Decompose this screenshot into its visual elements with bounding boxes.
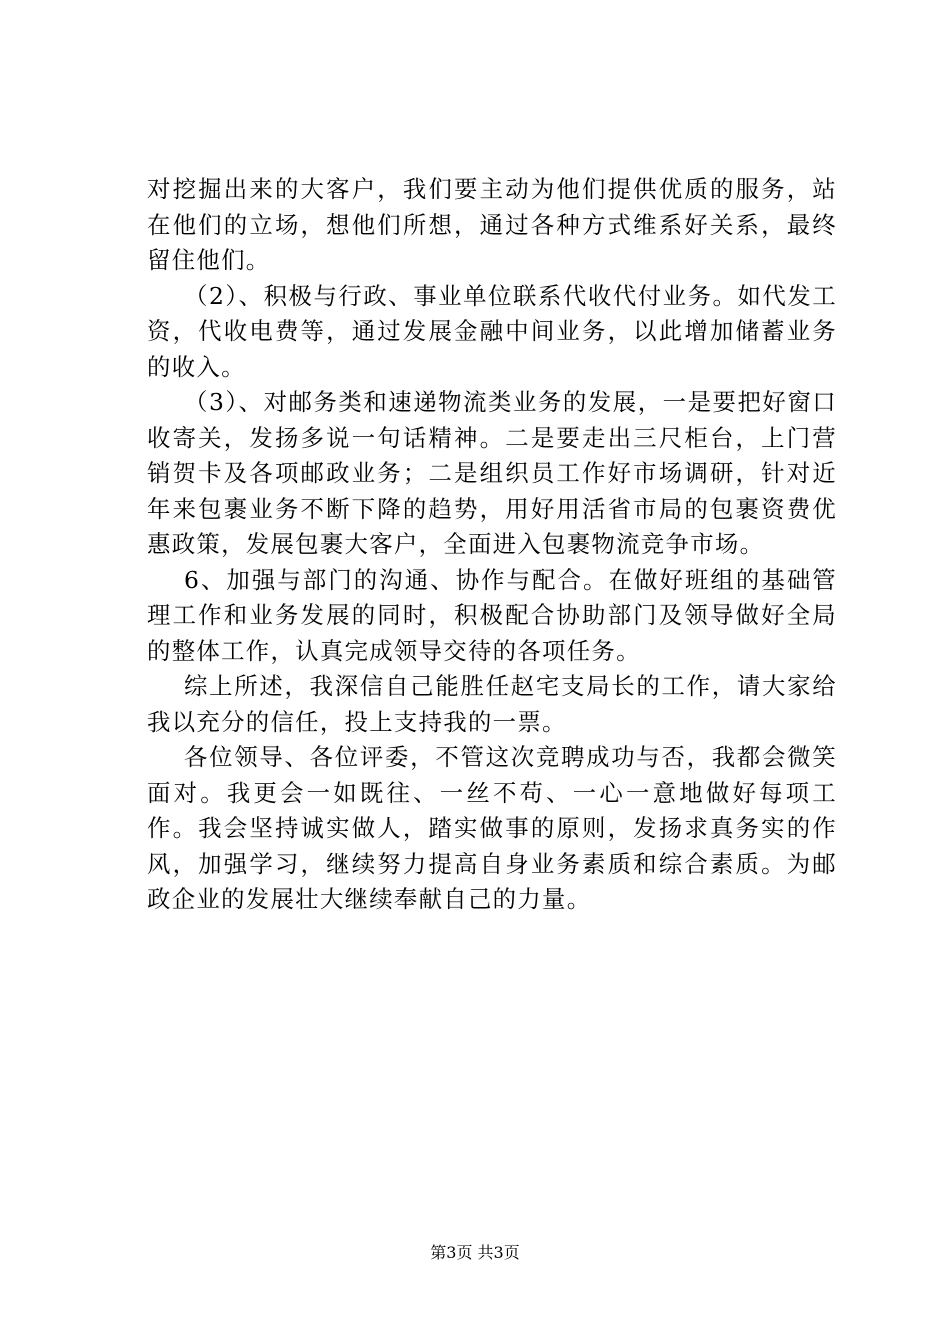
paragraph-item-6: 6、加强与部门的沟通、协作与配合。在做好班组的基础管理工作和业务发展的同时，积极配合协助部门及领导做好全局的整体工作，认真完成领导交待的各项任务。: [147, 565, 837, 665]
paragraph-closing: 各位领导、各位评委，不管这次竞聘成功与否，我都会微笑面对。我更会一如既往、一丝不苟、一心一意地做好每项工作。我会坚持诚实做人，踏实做事的原则，发扬求真务实的作风，加强学习，继续努力提高自身业务素质和综合素质。为邮政企业的发展壮大继续奉献自己的力量。: [147, 743, 837, 913]
paragraph-item-3: （3）、对邮务类和速递物流类业务的发展，一是要把好窗口收寄关，发扬多说一句话精神。二是要走出三尺柜台，上门营销贺卡及各项邮政业务；二是组织员工作好市场调研，针对近年来包裹业务不断下降的趋势，用好用活省市局的包裹资费优惠政策，发展包裹大客户，全面进入包裹物流竞争市场。: [147, 388, 837, 558]
paragraph-summary: 综上所述，我深信自己能胜任赵宅支局长的工作，请大家给我以充分的信任，投上支持我的一票。: [147, 672, 837, 736]
document-body: [147, 172, 837, 918]
paragraph-item-2: （2）、积极与行政、事业单位联系代收代付业务。如代发工资，代收电费等，通过发展金融中间业务，以此增加储蓄业务的收入。: [147, 281, 837, 381]
paragraph-continuation: 对挖掘出来的大客户，我们要主动为他们提供优质的服务，站在他们的立场，想他们所想，通过各种方式维系好关系，最终留住他们。: [147, 175, 837, 274]
page-number-footer: 第3页 共3页: [430, 1243, 520, 1262]
